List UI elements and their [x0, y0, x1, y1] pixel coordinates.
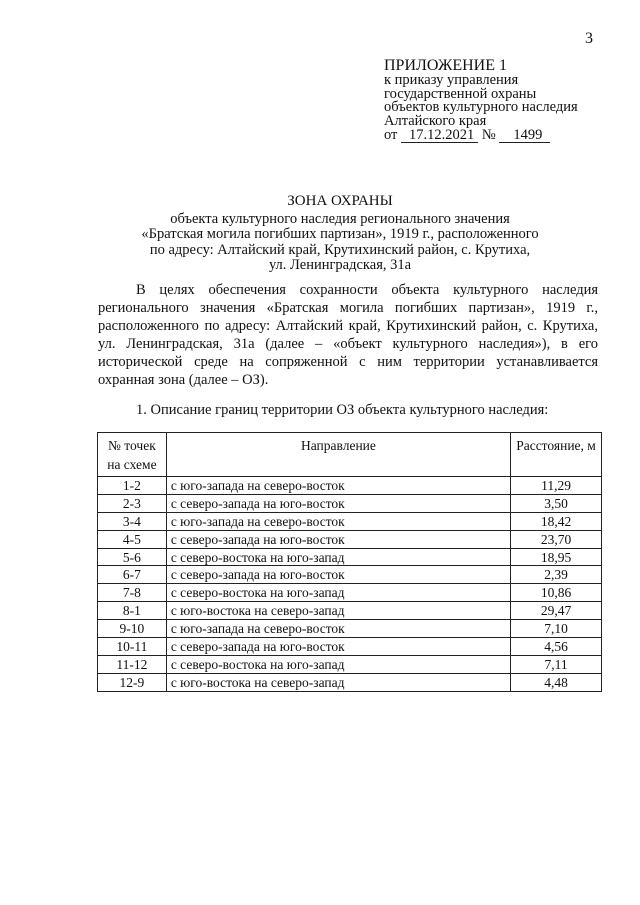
cell-points: 7-8	[98, 584, 167, 602]
cell-points: 10-11	[98, 638, 167, 656]
cell-direction: с юго-запада на северо-восток	[166, 512, 510, 530]
cell-distance: 29,47	[511, 602, 602, 620]
table-row	[98, 620, 602, 638]
cell-distance: 18,95	[511, 548, 602, 566]
table-row	[98, 494, 602, 512]
boundaries-table	[97, 432, 602, 692]
appendix-line: Алтайского края	[384, 112, 487, 129]
cell-direction: с северо-запада на юго-восток	[166, 638, 510, 656]
table-row	[98, 530, 602, 548]
table-row	[98, 477, 602, 495]
section-heading: 1. Описание границ территории ОЗ объекта культурного наследия:	[136, 402, 549, 418]
table-row	[98, 638, 602, 656]
cell-direction: с юго-востока на северо-запад	[166, 673, 510, 691]
appendix-line: к приказу управления	[384, 72, 519, 88]
cell-direction: с северо-запада на юго-восток	[166, 494, 510, 512]
header-points: № точек на схеме	[98, 433, 167, 477]
header-direction: Направление	[166, 433, 510, 477]
cell-distance: 2,39	[511, 566, 602, 584]
cell-points: 1-2	[98, 477, 167, 495]
cell-distance: 11,29	[511, 477, 602, 495]
cell-points: 2-3	[98, 494, 167, 512]
header-distance: Расстояние, м	[511, 433, 602, 477]
title-line: по адресу: Алтайский край, Крутихинский район, с. Крутиха,	[149, 241, 531, 258]
appendix-heading: ПРИЛОЖЕНИЕ 1	[384, 57, 508, 74]
cell-points: 6-7	[98, 566, 167, 584]
intro-paragraph: В целях обеспечения сохранности объекта культурного наследия регионального значения «Братская могила погибших партизан», 1919 г., расположенного по адресу: Алтайский край, Крутихинский район, с. Крутиха, ул. Ленинградская, 31а (далее – «объект культурного наследия»), в его исторической среде на сопряженной с ним территории устанавливается охранная зона (далее – ОЗ).	[98, 282, 598, 388]
cell-direction: с северо-запада на юго-восток	[166, 530, 510, 548]
cell-distance: 3,50	[511, 494, 602, 512]
cell-distance: 23,70	[511, 530, 602, 548]
table-row	[98, 655, 602, 673]
title-line: объекта культурного наследия регионального значения	[170, 210, 510, 227]
appendix-line: объектов культурного наследия	[384, 99, 578, 115]
cell-direction: с северо-востока на юго-запад	[166, 655, 510, 673]
appendix-block	[384, 58, 578, 143]
table-row	[98, 584, 602, 602]
title-main: ЗОНА ОХРАНЫ	[287, 193, 393, 209]
cell-distance: 4,56	[511, 638, 602, 656]
cell-direction: с северо-востока на юго-запад	[166, 548, 510, 566]
number-sign: №	[481, 127, 496, 143]
cell-points: 9-10	[98, 620, 167, 638]
cell-points: 8-1	[98, 602, 167, 620]
cell-distance: 7,10	[511, 620, 602, 638]
title-line: ул. Ленинградская, 31а	[268, 257, 412, 273]
table-header-row	[98, 433, 602, 477]
cell-points: 11-12	[98, 655, 167, 673]
cell-direction: с северо-востока на юго-запад	[166, 584, 510, 602]
appendix-line: государственной охраны	[384, 85, 537, 102]
cell-direction: с юго-запада на северо-восток	[166, 620, 510, 638]
cell-distance: 7,11	[511, 655, 602, 673]
table-row	[98, 566, 602, 584]
table-row	[98, 548, 602, 566]
cell-direction: с северо-запада на юго-восток	[166, 566, 510, 584]
page-number: 3	[585, 30, 593, 47]
cell-direction: с юго-запада на северо-восток	[166, 477, 510, 495]
cell-points: 12-9	[98, 673, 167, 691]
cell-points: 4-5	[98, 530, 167, 548]
document-title	[120, 194, 560, 274]
date-prefix: от	[384, 127, 398, 143]
appendix-date-line	[384, 128, 578, 143]
cell-points: 5-6	[98, 548, 167, 566]
cell-distance: 18,42	[511, 512, 602, 530]
cell-points: 3-4	[98, 512, 167, 530]
title-line: «Братская могила погибших партизан», 1919 г., расположенного	[141, 226, 539, 242]
cell-distance: 10,86	[511, 584, 602, 602]
cell-distance: 4,48	[511, 673, 602, 691]
table-row	[98, 602, 602, 620]
cell-direction: с юго-востока на северо-запад	[166, 602, 510, 620]
order-date: 17.12.2021	[401, 128, 478, 143]
order-number: 1499	[499, 128, 550, 143]
table-row	[98, 673, 602, 691]
table-row	[98, 512, 602, 530]
